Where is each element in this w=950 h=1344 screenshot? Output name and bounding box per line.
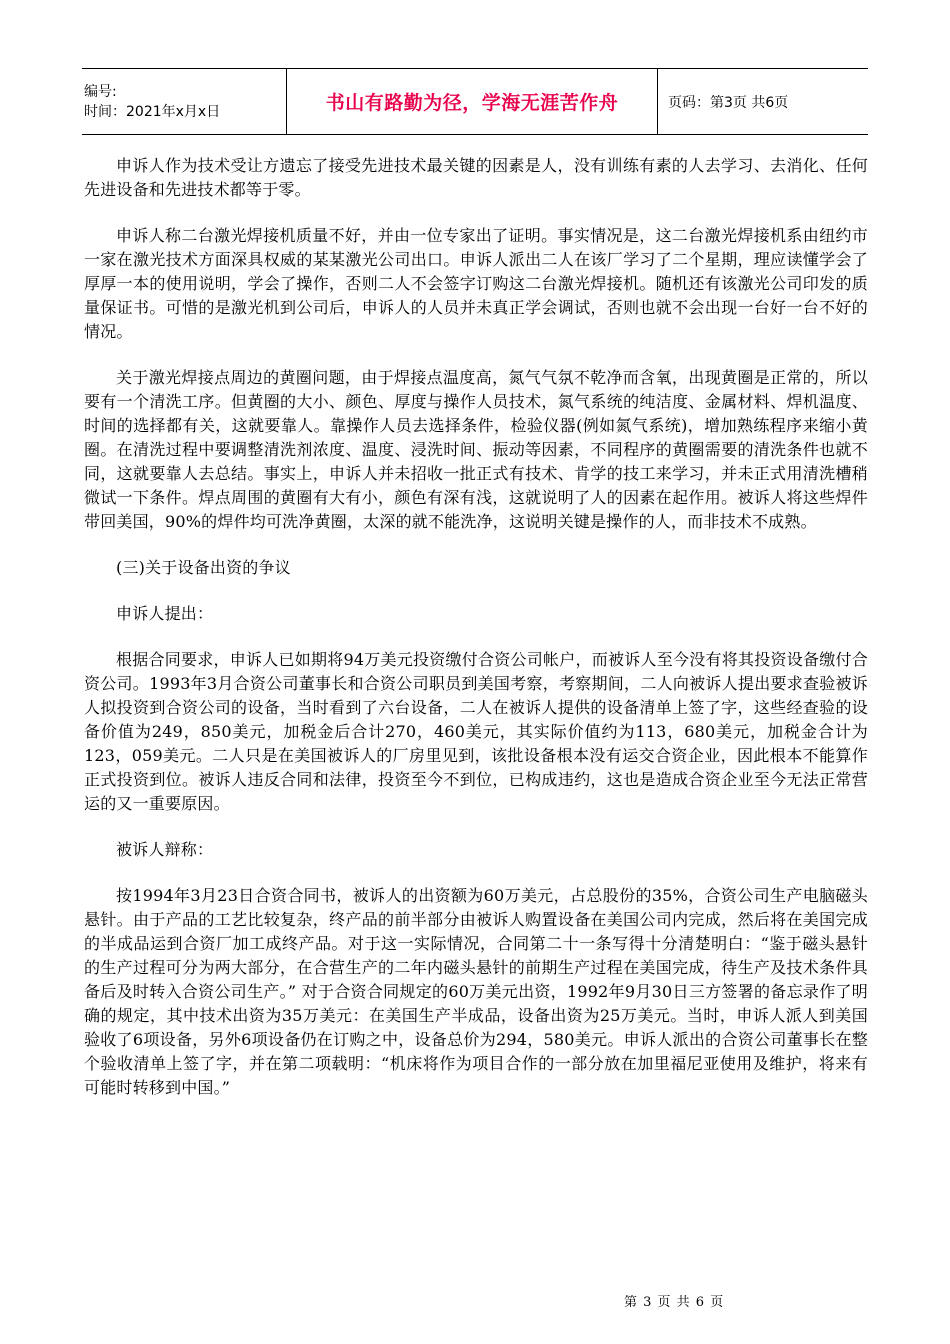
paragraph-claimant-label: 申诉人提出：: [116, 604, 214, 623]
header-page-cell: [658, 69, 868, 134]
header-motto: 书山有路勤为径，学海无涯苦作舟: [325, 92, 619, 114]
paragraph-8: 按1994年3月23日合资合同书，被诉人的出资额为60万美元，占总股份的35%，合资公司生产电脑磁头悬针。由于产品的工艺比较复杂，终产品的前半部分由被诉人购置设备在美国公司内完成，然后将在美国完成的半成品运到合资厂加工成终产品。对于这一实际情况，合同第二十一条写得十分清楚明白：“鉴于磁头悬针的生产过程可分为两大部分，在合营生产的二年内磁头悬针的前期生产过程在美国完成，待生产及技术条件具备后及时转入合资公司生产。” 对于合资合同规定的60万美元出资，1992年9月30日三方签署的备忘录作了明确的规定，其中技术出资为35万美元：在美国生产半成品，设备出资为25万美元。当时，申诉人派人到美国验收了6项设备，另外6项设备仍在订购之中，设备总价为294，580美元。申诉人派出的合资公司董事长在整个验收清单上签了字，并在第二项载明：“机床将作为项目合作的一部分放在加里福尼亚使用及维护，将来有可能时转移到中国。”: [84, 886, 868, 1097]
page-header: [82, 68, 868, 135]
header-page-number: 页码：第3页 共6页: [668, 94, 789, 111]
paragraph-6: 根据合同要求，申诉人已如期将94万美元投资缴付合资公司帐户，而被诉人至今没有将其投资设备缴付合资公司。1993年3月合资公司董事长和合资公司职员到美国考察，考察期间，二人向被诉人提出要求查验被诉人拟投资到合资公司的设备，当时看到了六台设备，二人在被诉人提供的设备清单上签了字，这些经查验的设备价值为249，850美元，加税金后合计270，460美元，其实际价值约为113，680美元，加税金合计为123，059美元。二人只是在美国被诉人的厂房里见到，该批设备根本没有运交合资企业，因此根本不能算作正式投资到位。被诉人违反合同和法律，投资至今不到位，已构成违约，这也是造成合资企业至今无法正常营运的又一重要原因。: [84, 650, 868, 813]
document-body: [84, 154, 868, 1122]
page-footer: 第 3 页 共 6 页: [624, 1295, 725, 1310]
paragraph-2: 申诉人称二台激光焊接机质量不好，并由一位专家出了证明。事实情况是，这二台激光焊接机系由纽约市一家在激光技术方面深具权威的某某激光公司出口。申诉人派出二人在该厂学习了二个星期，理应读懂学会了厚厚一本的使用说明，学会了操作，否则二人不会签字订购这二台激光焊接机。随机还有该激光公司印发的质量保证书。可惜的是激光机到公司后，申诉人的人员并未真正学会调试，否则也就不会出现一台好一台不好的情况。: [84, 226, 868, 341]
paragraph-respondent-label: 被诉人辩称：: [116, 840, 214, 859]
section-heading: (三)关于设备出资的争议: [116, 558, 291, 577]
document-number-label: 编号:: [84, 83, 117, 100]
paragraph-1: 申诉人作为技术受让方遗忘了接受先进技术最关键的因素是人，没有训练有素的人去学习、去消化、任何先进设备和先进技术都等于零。: [84, 156, 868, 199]
header-motto-cell: [286, 69, 658, 134]
paragraph-3: 关于激光焊接点周边的黄圈问题，由于焊接点温度高，氮气气氛不乾净而含氧，出现黄圈是正常的，所以要有一个清洗工序。但黄圈的大小、颜色、厚度与操作人员技术，氮气系统的纯洁度、金属材料、焊机温度、时间的选择都有关，这就要靠人。靠操作人员去选择条件，检验仪器(例如氮气系统)，增加熟练程序来缩小黄圈。在清洗过程中要调整清洗剂浓度、温度、浸洗时间、振动等因素，不同程序的黄圈需要的清洗条件也就不同，这就要靠人去总结。事实上，申诉人并未招收一批正式有技术、肯学的技工来学习，并未正式用清洗槽稍微试一下条件。焊点周围的黄圈有大有小，颜色有深有浅，这就说明了人的因素在起作用。被诉人将这些焊件带回美国，90%的焊件均可洗净黄圈，太深的就不能洗净，这说明关键是操作的人，而非技术不成熟。: [84, 368, 868, 531]
document-date: 时间：2021年x月x日: [84, 103, 221, 120]
header-meta: [82, 69, 286, 134]
